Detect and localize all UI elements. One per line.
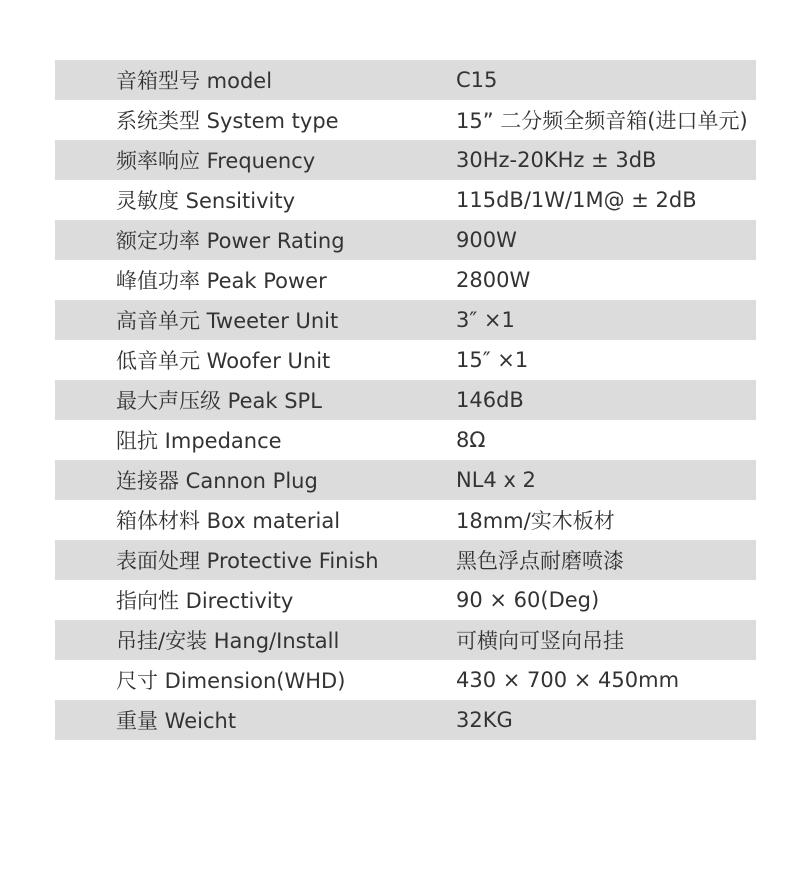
spec-row-peak-spl [55,380,756,420]
spec-label: 阻抗 Impedance [116,429,282,453]
spec-value: 900W [456,228,517,252]
spec-row-tweeter-unit [55,300,756,340]
spec-row-cannon-plug [55,460,756,500]
spec-row-frequency [55,140,756,180]
spec-value: 146dB [456,388,524,412]
spec-label: 灵敏度 Sensitivity [116,189,296,213]
spec-row-directivity [55,580,756,620]
spec-value: NL4 x 2 [456,468,536,492]
spec-label: 箱体材料 Box material [116,509,341,533]
spec-row-hang-install [55,620,756,660]
spec-row-box-material [55,500,756,540]
spec-label: 最大声压级 Peak SPL [116,389,322,413]
spec-value: 430 × 700 × 450mm [456,668,680,692]
spec-value: 15” 二分频全频音箱(进口单元) [456,109,748,133]
spec-row-protective-finish [55,540,756,580]
spec-value: 可横向可竖向吊挂 [456,629,624,653]
spec-row-power-rating [55,220,756,260]
spec-row-dimension [55,660,756,700]
spec-label: 连接器 Cannon Plug [116,469,318,493]
spec-row-impedance [55,420,756,460]
spec-label: 额定功率 Power Rating [116,229,345,253]
spec-value: 3″ ×1 [456,308,515,332]
spec-table [55,60,756,740]
spec-value: 黑色浮点耐磨喷漆 [456,549,624,573]
spec-value: 30Hz-20KHz ± 3dB [456,148,657,172]
spec-label: 尺寸 Dimension(WHD) [116,669,346,693]
spec-row-weight [55,700,756,740]
spec-label: 表面处理 Protective Finish [116,549,379,573]
spec-row-woofer-unit [55,340,756,380]
spec-value: 32KG [456,708,513,732]
spec-value: 115dB/1W/1M@ ± 2dB [456,188,697,212]
spec-row-model [55,60,756,100]
spec-label: 峰值功率 Peak Power [116,269,327,293]
spec-row-peak-power [55,260,756,300]
spec-value: 8Ω [456,428,486,452]
spec-value: 2800W [456,268,531,292]
spec-label: 系统类型 System type [116,109,339,133]
spec-value: 18mm/实木板材 [456,509,615,533]
spec-value: 15″ ×1 [456,348,529,372]
spec-row-system-type [55,100,756,140]
spec-label: 高音单元 Tweeter Unit [116,309,339,333]
spec-label: 频率响应 Frequency [116,149,316,173]
spec-row-sensitivity [55,180,756,220]
spec-label: 吊挂/安装 Hang/Install [116,629,340,653]
spec-label: 重量 Weicht [116,709,237,733]
spec-label: 音箱型号 model [116,69,273,93]
spec-value: 90 × 60(Deg) [456,588,600,612]
spec-label: 指向性 Directivity [116,589,294,613]
spec-value: C15 [456,68,498,92]
spec-label: 低音单元 Woofer Unit [116,349,331,373]
